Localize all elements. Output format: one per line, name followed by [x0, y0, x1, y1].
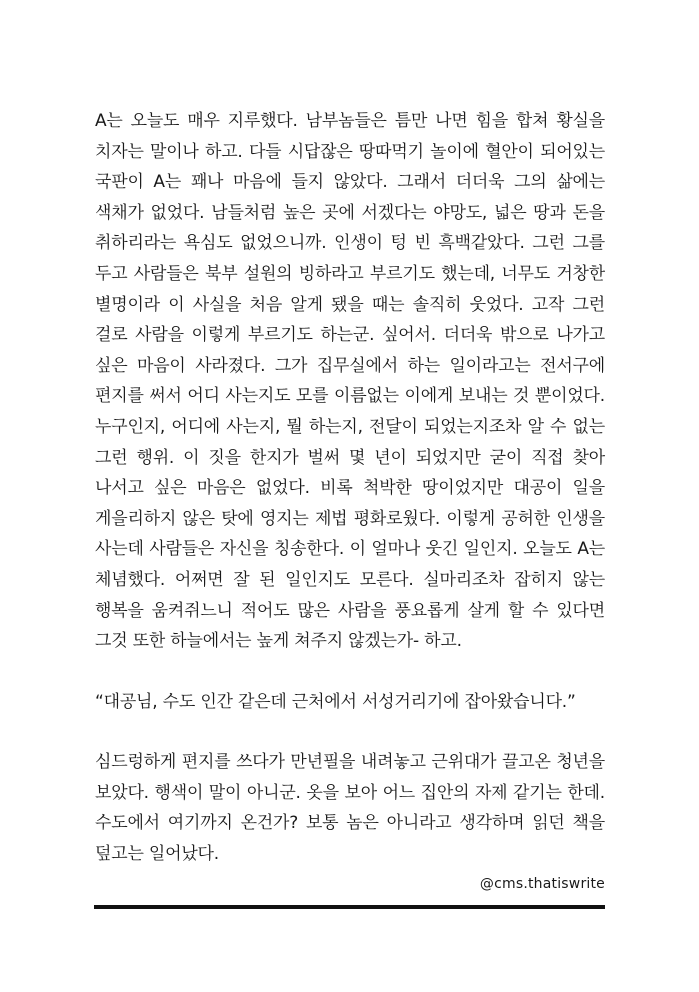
bottom-divider — [94, 905, 605, 909]
document-body — [95, 106, 605, 870]
paragraph-narration-1: A는 오늘도 매우 지루했다. 남부놈들은 틈만 나면 힘을 합쳐 황실을 치자는 말이나 하고. 다들 시답잖은 땅따먹기 놀이에 혈안이 되어있는 국판이 A는 꽤나 마음에 들지 않았다. 그래서 더더욱 그의 삶에는 색채가 없었다. 남들처럼 높은 곳에 서겠다는 야망도, 넓은 땅과 돈을 취하리라는 욕심도 없었으니까. 인생이 텅 빈 흑백같았다. 그런 그를 두고 사람들은 북부 설원의 빙하라고 부르기도 했는데, 너무도 거창한 별명이라 이 사실을 처음 알게 됐을 때는 솔직히 웃었다. 고작 그런 걸로 사람을 이렇게 부르기도 하는군. 싶어서. 더더욱 밖으로 나가고 싶은 마음이 사라졌다. 그가 집무실에서 하는 일이라고는 전서구에 편지를 써서 어디 사는지도 모를 이름없는 이에게 보내는 것 뿐이었다. 누구인지, 어디에 사는지, 뭘 하는지, 전달이 되었는지조차 알 수 없는 그런 행위. 이 짓을 한지가 벌써 몇 년이 되었지만 굳이 직접 찾아 나서고 싶은 마음은 없었다. 비록 척박한 땅이었지만 대공이 일을 게을리하지 않은 탓에 영지는 제법 평화로웠다. 이렇게 공허한 인생을 사는데 사람들은 자신을 칭송한다. 이 얼마나 웃긴 일인지. 오늘도 A는 체념했다. 어쩌면 잘 된 일인지도 모른다. 실마리조차 잡히지 않는 행복을 움켜쥐느니 적어도 많은 사람을 풍요롭게 살게 할 수 있다면 그것 또한 하늘에서는 높게 쳐주지 않겠는가- 하고. — [95, 111, 605, 652]
paragraph-dialogue: “대공님, 수도 인간 같은데 근처에서 서성거리기에 잡아왔습니다.” — [95, 691, 576, 712]
author-credit: @cms.thatiswrite — [479, 876, 605, 892]
paragraph-narration-2: 심드렁하게 편지를 쓰다가 만년필을 내려놓고 근위대가 끌고온 청년을 보았다. 행색이 말이 아니군. 옷을 보아 어느 집안의 자제 같기는 한데. 수도에서 여기까지 온건가? 보통 놈은 아니라고 생각하며 읽던 책을 덮고는 일어났다. — [95, 752, 605, 865]
